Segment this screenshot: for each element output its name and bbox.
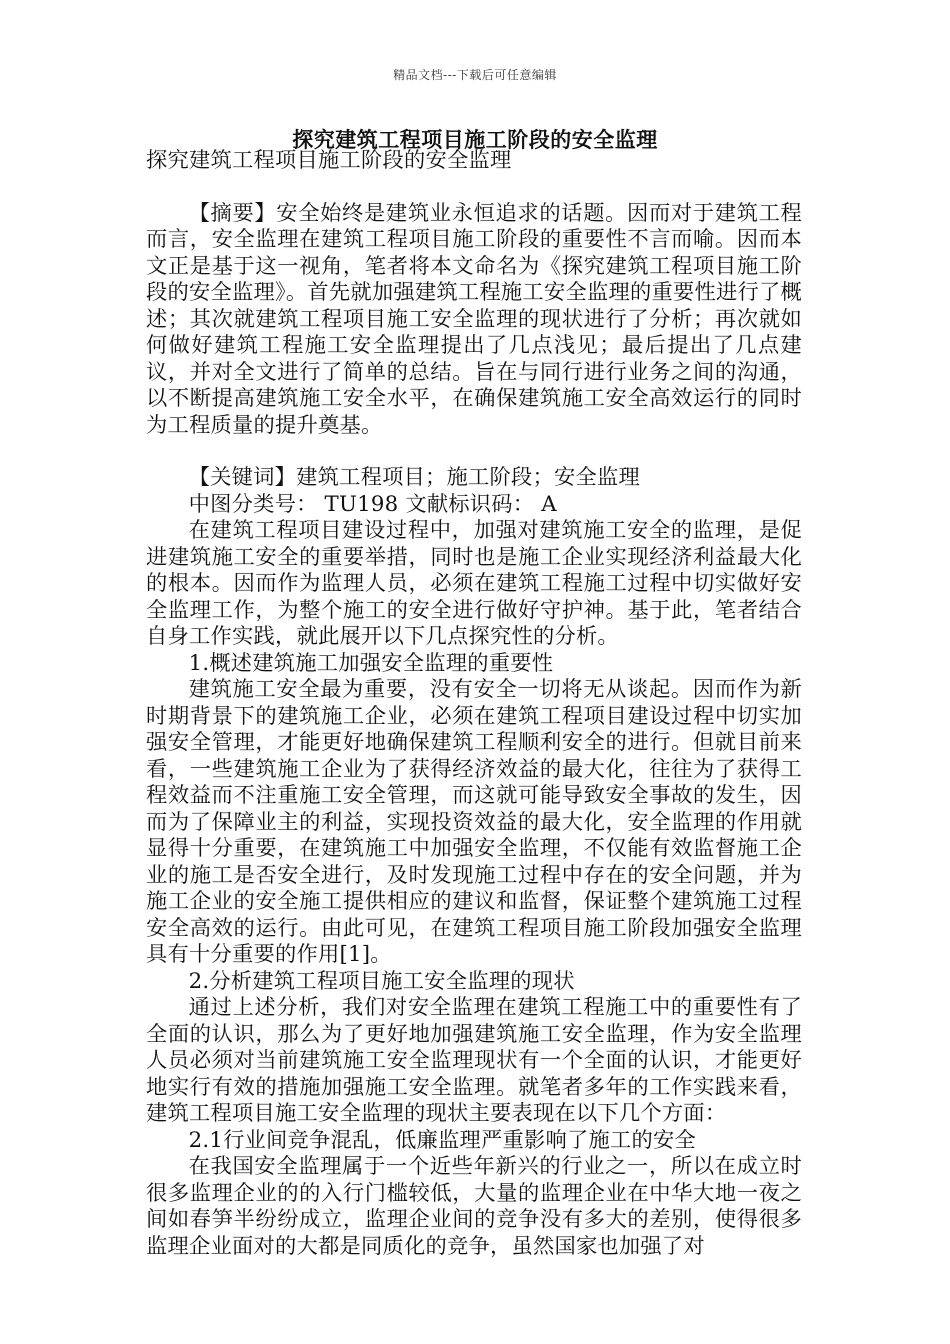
abstract-paragraph: 【摘要】安全始终是建筑业永恒追求的话题。因而对于建筑工程而言，安全监理在建筑工程项目施工阶段的重要性不言而喻。因而本文正是基于这一视角，笔者将本文命名为《探究建筑工程项目施工阶段的安全监理》。首先就加强建筑工程施工安全监理的重要性进行了概述；其次就建筑工程项目施工安全监理的现状进行了分析；再次就如何做好建筑工程施工安全监理提出了几点浅见；最后提出了几点建议，并对全文进行了简单的总结。旨在与同行进行业务之间的沟通，以不断提高建筑施工安全水平，在确保建筑施工安全高效运行的同时为工程质量的提升奠基。 — [146, 200, 802, 438]
spacer — [146, 175, 802, 201]
classification-line: 中图分类号： TU198 文献标识码： A — [188, 491, 557, 517]
section-2-1-paragraph: 在我国安全监理属于一个近些年新兴的行业之一，所以在成立时很多监理企业的的入行门槛较低，大量的监理企业在中华大地一夜之间如春笋半纷纷成立，监理企业间的竞争没有多大的差别，使得很多监理企业面对的大都是同质化的竞争，虽然国家也加强了对 — [146, 1154, 802, 1259]
section-1-paragraph: 建筑施工安全最为重要，没有安全一切将无从谈起。因而作为新时期背景下的建筑施工企业，必须在建筑工程项目建设过程中切实加强安全管理，才能更好地确保建筑工程顺利安全的进行。但就目前来看，一些建筑施工企业为了获得经济效益的最大化，往往为了获得工程效益而不注重施工安全管理，而这就可能导致安全事故的发生，因而为了保障业主的利益，实现投资效益的最大化，安全监理的作用就显得十分重要，在建筑施工中加强安全监理，不仅能有效监督施工企业的施工是否安全进行，及时发现施工过程中存在的安全问题，并为施工企业的安全施工提供相应的建议和监督，保证整个建筑施工过程安全高效的运行。由此可见，在建筑工程项目施工阶段加强安全监理具有十分重要的作用[1]。 — [146, 677, 802, 967]
keywords-line: 【关键词】建筑工程项目；施工阶段；安全监理 — [188, 465, 641, 490]
section-1-heading: 1.概述建筑施工加强安全监理的重要性 — [188, 650, 554, 676]
document-title: 探究建筑工程项目施工阶段的安全监理 — [292, 127, 658, 152]
intro-paragraph: 在建筑工程项目建设过程中，加强对建筑施工安全的监理，是促进建筑施工安全的重要举措，同时也是施工企业实现经济利益最大化的根本。因而作为监理人员，必须在建筑工程施工过程中切实做好安全监理工作，为整个施工的安全进行做好守护神。基于此，笔者结合自身工作实践，就此展开以下几点探究性的分析。 — [146, 518, 802, 649]
spacer — [146, 439, 802, 465]
section-2-1-heading: 2.1行业间竞争混乱，低廉监理严重影响了施工的安全 — [188, 1127, 696, 1153]
subtitle: 探究建筑工程项目施工阶段的安全监理 — [146, 148, 512, 173]
page-header: 精品文档---下载后可任意编辑 — [393, 68, 557, 82]
document-body — [146, 148, 802, 1260]
section-2-paragraph: 通过上述分析，我们对安全监理在建筑工程施工中的重要性有了全面的认识，那么为了更好地加强建筑施工安全监理，作为安全监理人员必须对当前建筑施工安全监理现状有一个全面的认识，才能更好地实行有效的措施加强施工安全监理。就笔者多年的工作实践来看，建筑工程项目施工安全监理的现状主要表现在以下几个方面： — [146, 995, 802, 1126]
section-2-heading: 2.分析建筑工程项目施工安全监理的现状 — [188, 968, 575, 994]
